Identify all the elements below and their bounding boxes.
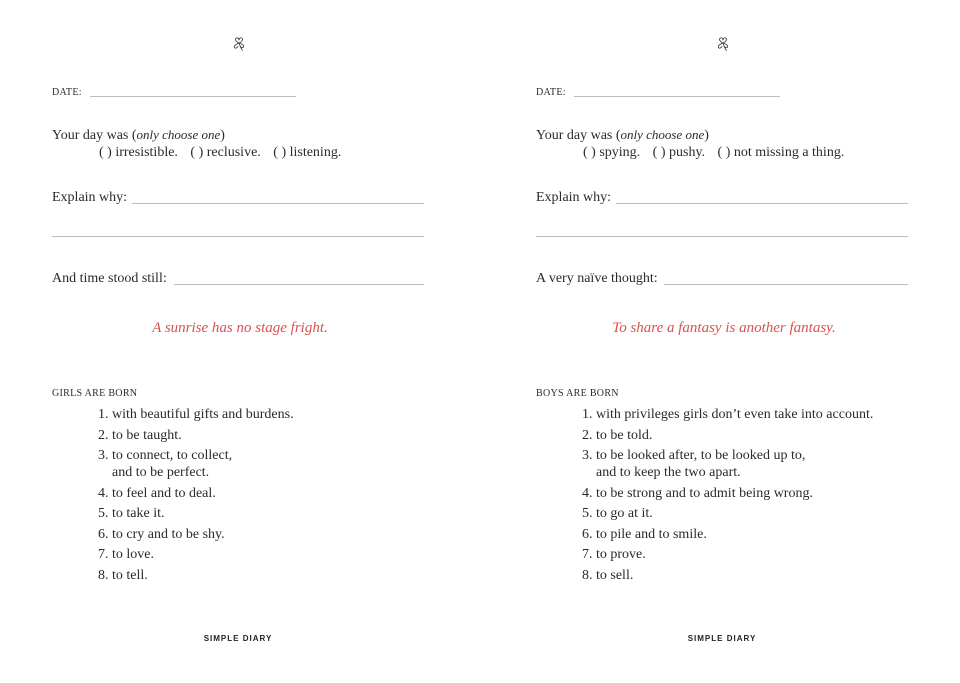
item-number: 8. (98, 567, 109, 583)
day-option[interactable]: ( ) reclusive. (190, 145, 261, 160)
day-prompt: Your day was (536, 128, 613, 143)
list-item (484, 427, 873, 444)
list-item (0, 485, 294, 502)
item-text: to be looked after, to be looked up to, (596, 448, 806, 463)
date-label: DATE: (536, 87, 566, 98)
list-item (0, 427, 294, 444)
item-text: to cry and to be shy. (112, 526, 225, 542)
item-number: 3. (98, 448, 109, 463)
prompt2-line[interactable] (664, 284, 908, 285)
item-number: 2. (98, 427, 109, 443)
prompt2-row (536, 270, 908, 288)
list-item (0, 406, 294, 423)
list-title: GIRLS ARE BORN (52, 388, 138, 399)
day-hint: only choose one (620, 127, 705, 142)
footer: SIMPLE DIARY (687, 634, 757, 643)
item-number: 7. (98, 547, 109, 562)
day-question: Your day was (only choose one) (52, 127, 225, 143)
prompt2-label: A very naïve thought: (536, 271, 658, 286)
list-item (0, 447, 294, 481)
quote: A sunrise has no stage fright. (152, 320, 328, 336)
list-item (484, 546, 873, 563)
item-number: 3. (582, 448, 593, 463)
item-text: to love. (112, 547, 154, 562)
date-line[interactable] (90, 96, 296, 97)
list-item (484, 447, 873, 481)
prompt2-row (52, 270, 424, 288)
list-item (484, 406, 873, 423)
item-text: to tell. (112, 567, 148, 583)
day-question: Your day was (only choose one) (536, 127, 709, 143)
item-number: 5. (98, 506, 109, 521)
date-row (536, 86, 786, 100)
list-item (484, 485, 873, 502)
item-text: to connect, to collect, (112, 448, 233, 463)
item-number: 4. (98, 485, 109, 501)
date-row (52, 86, 302, 100)
explain-line[interactable] (132, 203, 424, 204)
explain-row (536, 189, 908, 207)
explain-label: Explain why: (52, 190, 128, 205)
list-title: BOYS ARE BORN (536, 388, 619, 399)
explain-line-2[interactable] (536, 236, 908, 237)
item-number: 6. (98, 526, 109, 542)
day-options (583, 144, 853, 162)
list-item (484, 505, 873, 522)
item-number: 2. (582, 427, 593, 443)
day-option[interactable]: ( ) not missing a thing. (717, 145, 845, 160)
item-number: 1. (582, 407, 593, 422)
clover-icon (230, 34, 248, 52)
prompt2-label: And time stood still: (52, 271, 167, 286)
item-text: to feel and to deal. (112, 485, 216, 501)
day-options (99, 144, 350, 162)
list-item (0, 505, 294, 522)
item-text: to be strong and to admit being wrong. (596, 485, 813, 501)
item-text: with privileges girls don’t even take into account. (596, 407, 874, 422)
list-item (0, 526, 294, 543)
born-list (0, 406, 294, 587)
explain-row (52, 189, 424, 207)
quote: To share a fantasy is another fantasy. (612, 320, 836, 336)
date-label: DATE: (52, 87, 82, 98)
day-option[interactable]: ( ) irresistible. (99, 145, 178, 160)
list-item (0, 546, 294, 563)
clover-icon (714, 34, 732, 52)
item-number: 8. (582, 567, 593, 583)
born-list (484, 406, 873, 587)
item-number: 1. (98, 407, 109, 422)
item-text-cont: and to be perfect. (112, 465, 210, 480)
day-option[interactable]: ( ) spying. (583, 145, 641, 160)
list-item (0, 567, 294, 584)
footer: SIMPLE DIARY (203, 634, 273, 643)
item-text: with beautiful gifts and burdens. (112, 407, 294, 422)
item-number: 5. (582, 506, 593, 521)
explain-label: Explain why: (536, 190, 612, 205)
item-number: 7. (582, 547, 593, 562)
right-page (484, 0, 960, 683)
item-text-cont: and to keep the two apart. (596, 465, 741, 480)
item-text: to pile and to smile. (596, 526, 707, 542)
prompt2-line[interactable] (174, 284, 424, 285)
day-prompt: Your day was (52, 128, 129, 143)
item-text: to prove. (596, 547, 646, 562)
item-text: to take it. (112, 506, 165, 521)
date-line[interactable] (574, 96, 780, 97)
list-item (484, 526, 873, 543)
day-hint: only choose one (136, 127, 221, 142)
list-item (484, 567, 873, 584)
day-option[interactable]: ( ) listening. (273, 145, 342, 160)
item-text: to go at it. (596, 506, 653, 521)
item-text: to be taught. (112, 427, 182, 443)
explain-line-2[interactable] (52, 236, 424, 237)
day-option[interactable]: ( ) pushy. (652, 145, 706, 160)
explain-line[interactable] (616, 203, 908, 204)
item-text: to sell. (596, 567, 634, 583)
item-text: to be told. (596, 427, 653, 443)
item-number: 4. (582, 485, 593, 501)
item-number: 6. (582, 526, 593, 542)
